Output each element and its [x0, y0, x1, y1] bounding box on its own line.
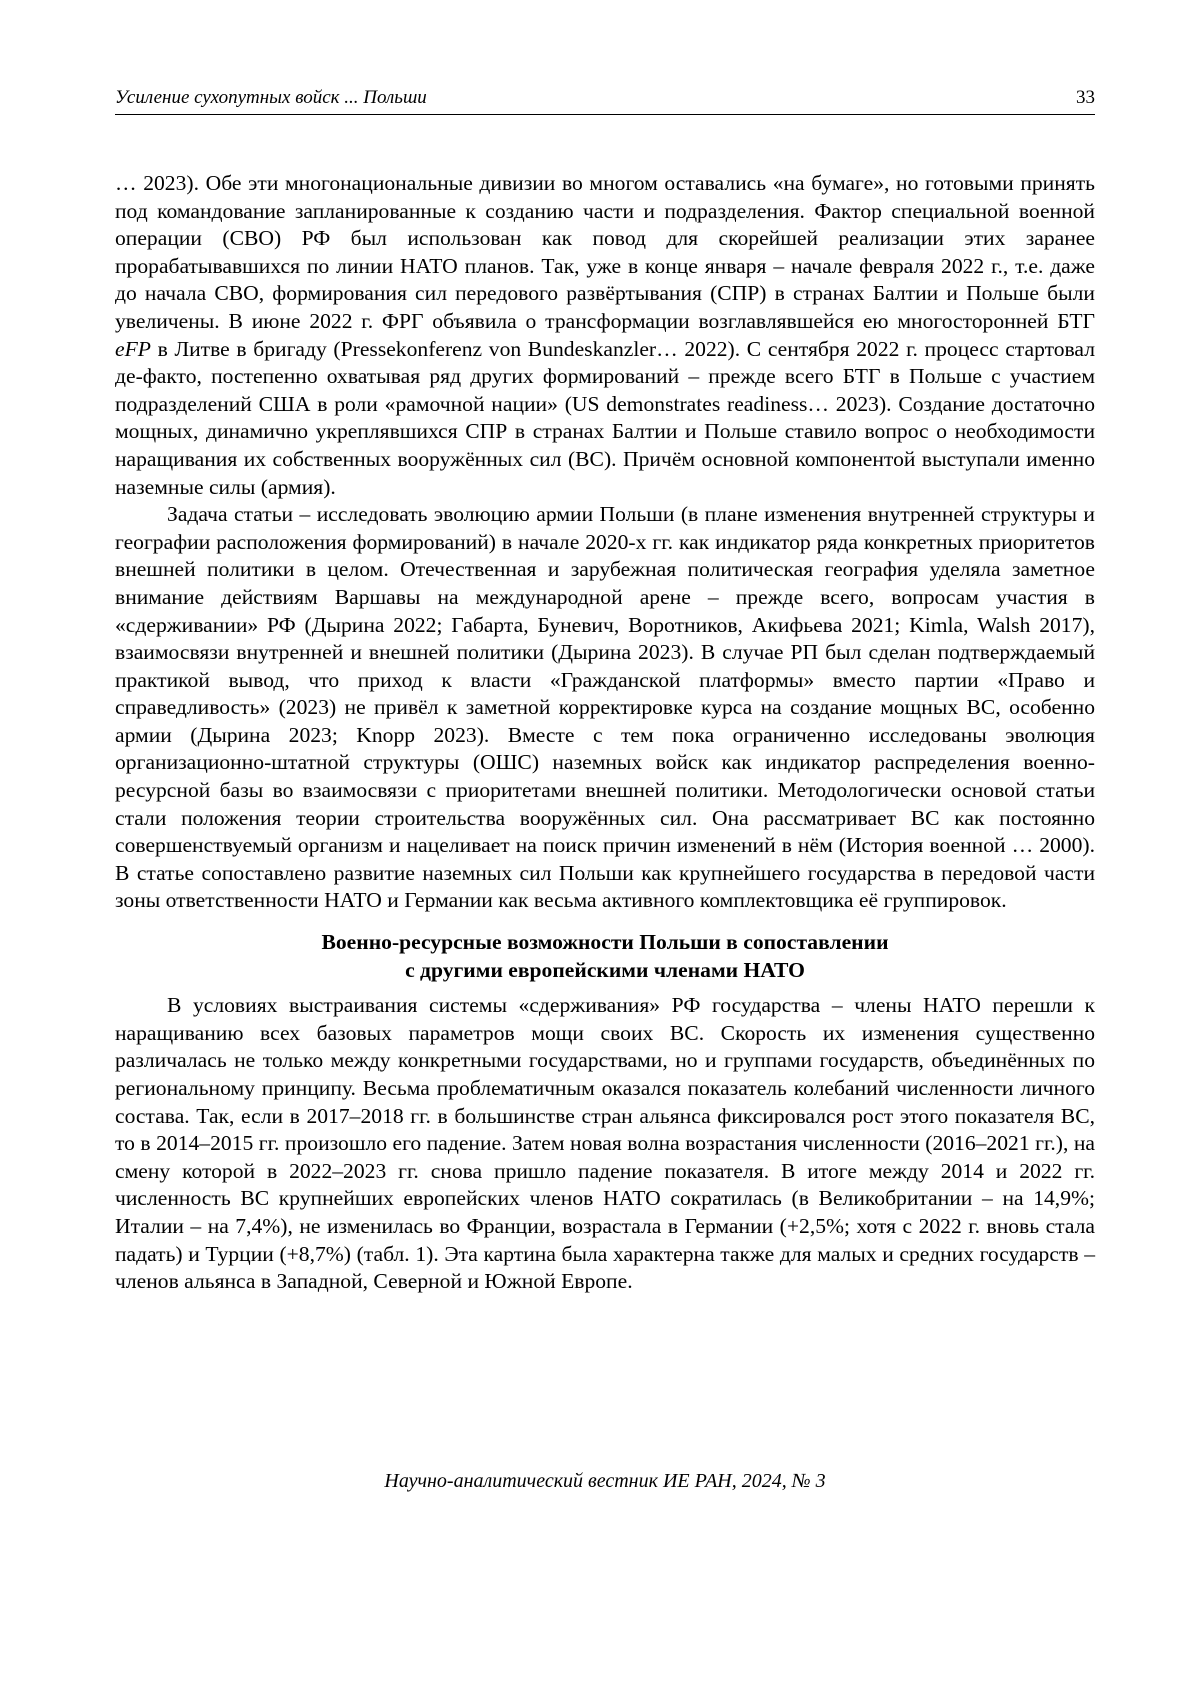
paragraph-section: В условиях выстраивания системы «сдерживания» РФ государства – члены НАТО перешли к наращиванию всех базовых параметров мощи своих ВС. Скорость их изменения существенно различалась не только между конкретными государствами, но и группами государств, объединённых по региональному принципу. Весьма проблематичным оказался показатель колебаний численности личного состава. Так, если в 2017–2018 гг. в большинстве стран альянса фиксировался рост этого показателя ВС, то в 2014–2015 гг. произошло его падение. Затем новая волна возрастания численности (2016–2021 гг.), на смену которой в 2022–2023 гг. снова пришло падение показателя. В итоге между 2014 и 2022 гг. численность ВС крупнейших европейских членов НАТО сократилась (в Великобритании – на 14,9%; Италии – на 7,4%), не изменилась во Франции, возрастала в Германии (+2,5%; хотя с 2022 г. вновь стала падать) и Турции (+8,7%) (табл. 1). Эта картина была характерна также для малых и средних государств – членов альянса в Западной, Северной и Южной Европе.	[115, 993, 1095, 1294]
page-number: 33	[1076, 87, 1095, 108]
section-heading-line: Военно-ресурсные возможности Польши в сопоставлении	[321, 930, 889, 955]
paragraph-text: в Литве в бригаду (Pressekonferenz von Bundeskanzler… 2022). С сентября 2022 г. процесс стартовал де-факто, постепенно охватывая ряд других формирований – прежде всего БТГ в Польше с участием подразделений США в роли «рамочной нации» (US demonstrates readiness… 2023). Создание достаточно мощных, динамично укреплявшихся СПР в странах Балтии и Польше ставило вопрос о необходимости наращивания их собственных вооружённых сил (ВС). Причём основной компонентой выступали именно наземные силы (армия).	[115, 336, 1095, 499]
journal-footer: Научно-аналитический вестник ИЕ РАН, 2024, № 3	[384, 1470, 826, 1492]
article-body	[115, 170, 1095, 1296]
italic-term: eFP	[115, 336, 151, 361]
paragraph-text: … 2023). Обе эти многонациональные дивизии во многом оставались «на бумаге», но готовыми принять под командование запланированные к созданию части и подразделения. Фактор специальной военной операции (СВО) РФ был использован как повод для скорейшей реализации этих заранее прорабатывавшихся по линии НАТО планов. Так, уже в конце января – начале февраля 2022 г., т.е. даже до начала СВО, формирования сил передового развёртывания (СПР) в странах Балтии и Польше были увеличены. В июне 2022 г. ФРГ объявила о трансформации возглавлявшейся ею многосторонней БТГ	[115, 171, 1095, 333]
running-header-title: Усиление сухопутных войск ... Польши	[115, 87, 427, 108]
paragraph-article-goal: Задача статьи – исследовать эволюцию армии Польши (в плане изменения внутренней структуры и географии расположения формирований) в начале 2020-х гг. как индикатор ряда конкретных приоритетов внешней политики в целом. Отечественная и зарубежная политическая география уделяла заметное внимание действиям Варшавы на международной арене – прежде всего, вопросам участия в «сдерживании» РФ (Дырина 2022; Габарта, Буневич, Воротников, Акифьева 2021; Kimla, Walsh 2017), взаимосвязи внутренней и внешней политики (Дырина 2023). В случае РП был сделан подтверждаемый практикой вывод, что приход к власти «Гражданской платформы» вместо партии «Право и справедливость» (2023) не привёл к заметной корректировке курса на создание мощных ВС, особенно армии (Дырина 2023; Knopp 2023). Вместе с тем пока ограниченно исследованы эволюция организационно-штатной структуры (ОШС) наземных войск как индикатор распределения военно-ресурсной базы во взаимосвязи с приоритетами внешней политики. Методологически основой статьи стали положения теории строительства вооружённых сил. Она рассматривает ВС как постоянно совершенствуемый организм и нацеливает на поиск причин изменений в нём (История военной … 2000). В статье сопоставлено развитие наземных сил Польши как крупнейшего государства в передовой части зоны ответственности НАТО и Германии как весьма активного комплектовщика её группировок.	[115, 502, 1095, 913]
section-heading-line: с другими европейскими членами НАТО	[405, 957, 805, 982]
paragraph-continuation	[115, 170, 1095, 501]
section-heading	[115, 929, 1095, 984]
running-header	[115, 84, 1095, 115]
